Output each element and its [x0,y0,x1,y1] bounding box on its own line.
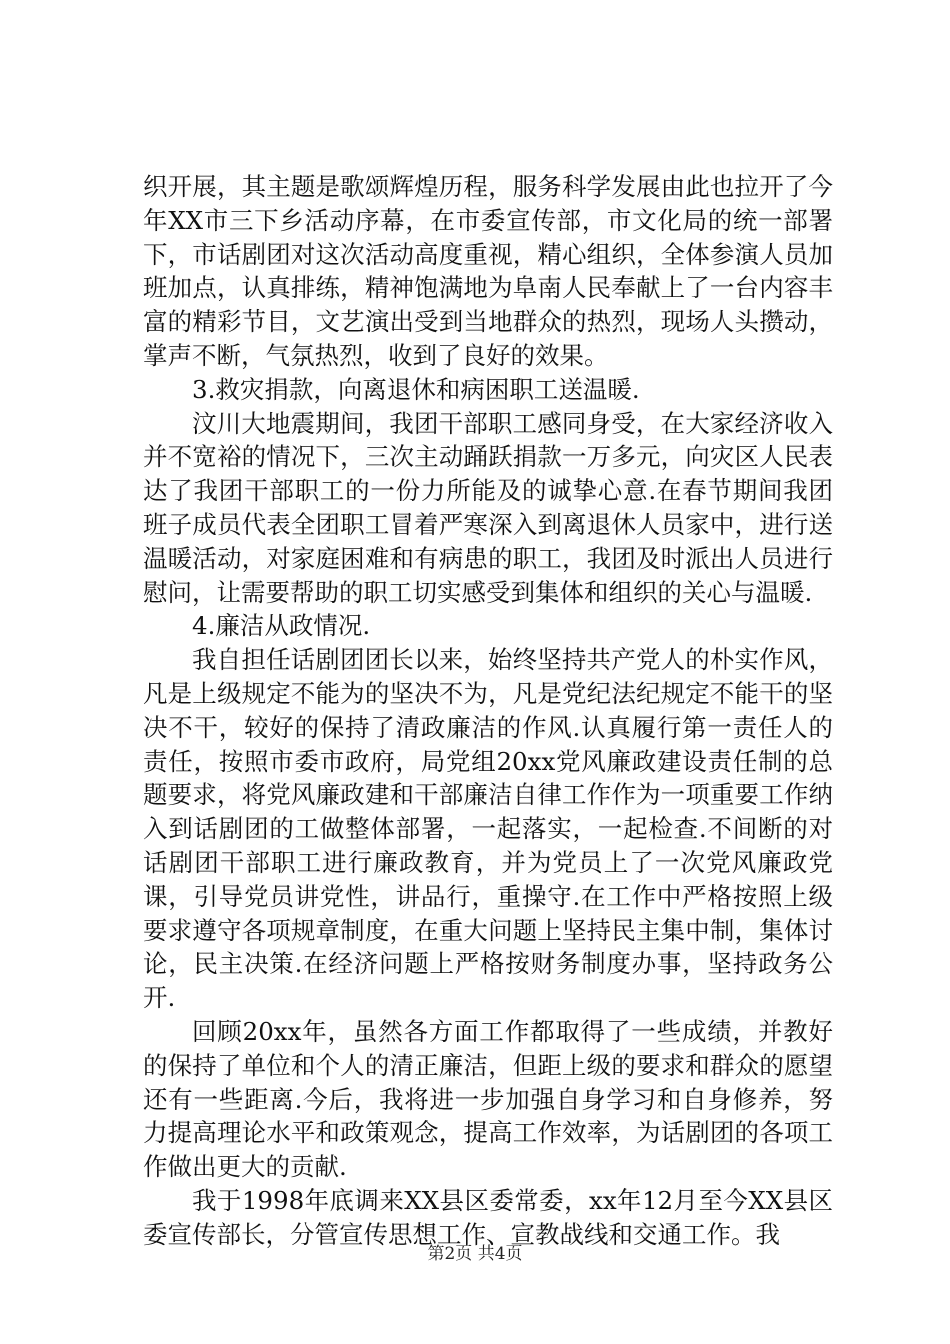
page-number: 第2页 共4页 [427,1244,523,1264]
paragraph-integrity: 我自担任话剧团团长以来，始终坚持共产党人的朴实作风，凡是上级规定不能为的坚决不为，凡是党纪法纪规定不能干的坚决不干，较好的保持了清政廉洁的作风.认真履行第一责任人的责任，按照市委市政府，局党组20xx党风廉政建设责任制的总题要求，将党风廉政建和干部廉洁自律工作作为一项重要工作纳入到话剧团的工做整体部署，一起落实，一起检查.不间断的对话剧团干部职工进行廉政教育，并为党员上了一次党风廉政党课，引导党员讲党性，讲品行，重操守.在工作中严格按照上级要求遵守各项规章制度，在重大问题上坚持民主集中制，集体讨论，民主决策.在经济问题上严格按财务制度办事，坚持政务公开. [143,645,833,1013]
heading-integrity: 4.廉洁从政情况. [192,611,371,641]
heading-disaster-donation: 3.救灾捐款，向离退休和病困职工送温暖. [192,374,640,404]
paragraph-earthquake-donation: 汶川大地震期间，我团干部职工感同身受，在大家经济收入并不宽裕的情况下，三次主动踊跃捐款一万多元，向灾区人民表达了我团干部职工的一份力所能及的诚挚心意.在春节期间我团班子成员代表全团职工冒着严寒深入到离退休人员家中，进行送温暖活动，对家庭困难和有病患的职工，我团及时派出人员进行慰问，让需要帮助的职工切实感受到集体和组织的关心与温暖. [143,408,833,607]
page-footer [0,1244,950,1264]
paragraph-personal-history: 我于1998年底调来XX县区委常委，xx年12月至今XX县区委宣传部长，分管宣传思想工作、宣教战线和交通工作。我 [143,1185,833,1249]
paragraph-review: 回顾20xx年，虽然各方面工作都取得了一些成绩，并教好的保持了单位和个人的清正廉洁，但距上级的要求和群众的愿望还有一些距离.今后，我将进一步加强自身学习和自身修养，努力提高理论水平和政策观念，提高工作效率，为话剧团的各项工作做出更大的贡献. [143,1016,833,1182]
document-body [143,170,833,1252]
paragraph-1-continued: 织开展，其主题是歌颂辉煌历程，服务科学发展由此也拉开了今年XX市三下乡活动序幕，在市委宣传部，市文化局的统一部署下，市话剧团对这次活动高度重视，精心组织，全体参演人员加班加点，认真排练，精神饱满地为阜南人民奉献上了一台内容丰富的精彩节目，文艺演出受到当地群众的热烈，现场人头攒动，掌声不断，气氛热烈，收到了良好的效果。 [143,172,833,370]
